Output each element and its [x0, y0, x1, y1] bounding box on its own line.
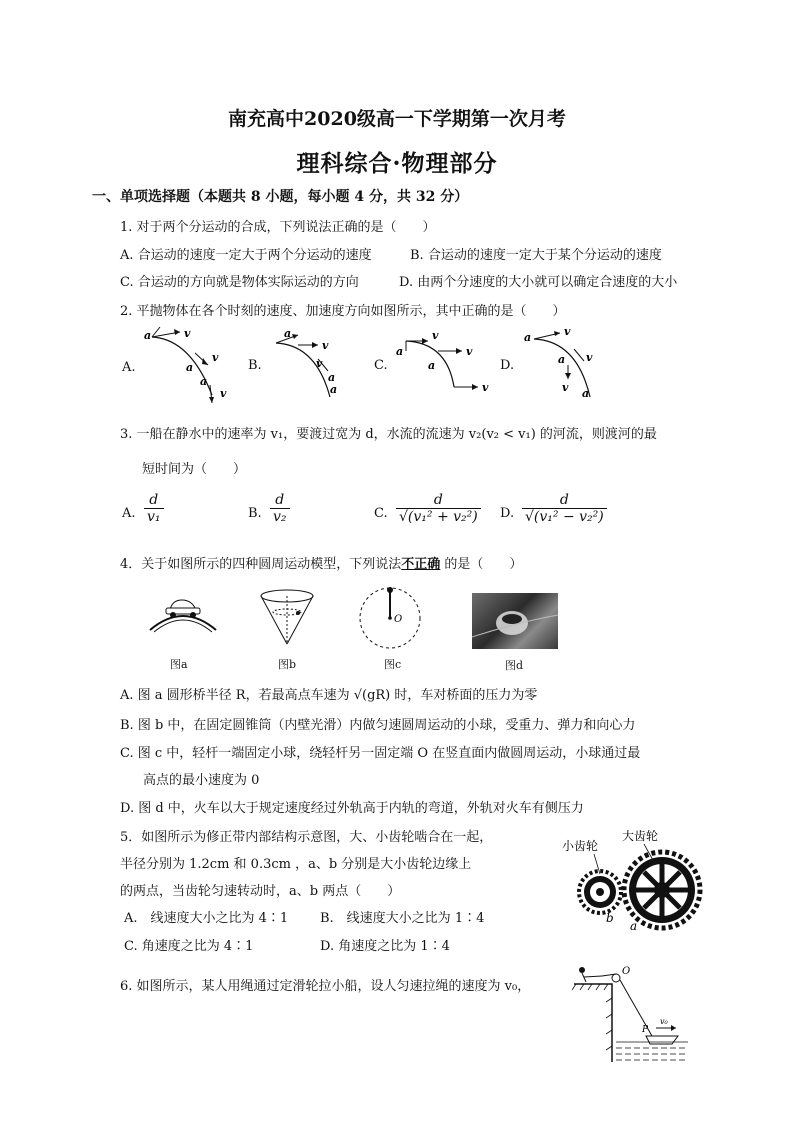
svg-text:a: a [396, 345, 404, 358]
q1-stem: 1. 对于两个分运动的合成，下列说法正确的是（ ） [120, 220, 436, 235]
svg-text:v: v [482, 381, 489, 394]
q4-stem: 4．关于如图所示的四种圆周运动模型，下列说法不正确 的是（ ） [120, 557, 523, 572]
q2-stem: 2. 平抛物体在各个时刻的速度、加速度方向如图所示，其中正确的是（ ） [120, 304, 566, 319]
q3-label-d: D. [500, 506, 515, 521]
q2-figure-d [522, 325, 632, 405]
q4-option-c: C. 图 c 中，轻杆一端固定小球，绕轻杆另一固定端 O 在竖直面内做圆周运动，小球通过最 [120, 746, 641, 761]
q6-stem: 6. 如图所示，某人用绳通过定滑轮拉小船，设人匀速拉绳的速度为 v₀， [120, 979, 531, 994]
point-b-label: b [606, 911, 614, 925]
q4-option-d: D. 图 d 中，火车以大于规定速度经过外轨高于内轨的弯道，外轨对火车有侧压力 [120, 801, 584, 816]
section-heading: 一、单项选择题（本题共 8 小题，每小题 4 分，共 32 分） [92, 189, 469, 205]
q3-option-c: $\frac{d}{\text{√(v₁² + v₂²)}}$ [396, 492, 481, 525]
q2-figure-c [392, 325, 502, 405]
q2a-a: a [144, 329, 152, 342]
q3-option-b: $\frac{d}{\text{v₂}}$ [270, 492, 290, 525]
pulley-o-label: O [622, 966, 631, 977]
q4-figure-d-train-photo [472, 593, 558, 649]
svg-text:a: a [428, 359, 436, 372]
q4-fig-label-d: 图d [505, 659, 524, 672]
point-a-label: a [630, 919, 638, 933]
q5-option-d: D. 角速度之比为 1∶4 [320, 939, 450, 954]
svg-text:a: a [328, 371, 336, 384]
svg-text:a: a [582, 387, 590, 400]
exam-subtitle: 理科综合·物理部分 [296, 150, 498, 177]
q2-label-d: D. [500, 358, 515, 373]
svg-text:v: v [562, 381, 569, 394]
q6-figure [572, 962, 688, 1066]
q1-option-c: C. 合运动的方向就是物体实际运动的方向 [120, 275, 359, 290]
q5-stem-line2: 半径分别为 1.2cm 和 0.3cm ，a、b 分别是大小齿轮边缘上 [120, 857, 472, 872]
q3-stem-cont: 短时间为（ ） [142, 462, 247, 477]
q5-stem-line3: 的两点，当齿轮匀速转动时，a、b 两点（ ） [120, 884, 401, 899]
q1-option-a: A. 合运动的速度一定大于两个分运动的速度 [120, 248, 372, 263]
q3-label-b: B. [248, 506, 262, 521]
q5-option-b: B. 线速度大小之比为 1∶4 [320, 911, 485, 926]
q3-label-a: A. [122, 506, 136, 521]
q4-figure-a [148, 592, 218, 634]
svg-text:a: a [200, 375, 208, 388]
q5-option-c: C. 角速度之比为 4∶1 [124, 939, 254, 954]
exam-title: 南充高中2020级高一下学期第一次月考 [228, 108, 566, 130]
svg-text:v: v [586, 351, 593, 364]
svg-text:a: a [330, 383, 338, 396]
q2-figure-b [268, 325, 368, 405]
v0-label: v₀ [660, 1017, 668, 1026]
svg-text:v: v [564, 325, 571, 338]
q5-option-a: A. 线速度大小之比为 4∶1 [124, 911, 289, 926]
svg-text:v: v [212, 351, 219, 364]
q4-option-a: A. 图 a 圆形桥半径 R，若最高点车速为 √(gR) 时，车对桥面的压力为零 [120, 688, 538, 703]
q3-option-a: $\frac{d}{\text{v₁}}$ [144, 492, 164, 525]
svg-text:a: a [524, 331, 532, 344]
svg-text:v: v [322, 339, 329, 352]
svg-text:v: v [466, 345, 473, 358]
q4-fig-label-b: 图b [278, 658, 297, 671]
point-p-label: P [642, 1025, 649, 1035]
svg-text:a: a [186, 361, 194, 374]
q2-label-c: C. [374, 358, 388, 373]
q2-figure-a [140, 325, 250, 405]
big-gear-label: 大齿轮 [622, 830, 659, 843]
svg-text:v: v [432, 329, 439, 342]
svg-text:a: a [558, 353, 566, 366]
q2-label-b: B. [248, 358, 262, 373]
q4-fig-label-c: 图c [384, 658, 402, 671]
q4-figure-c [356, 584, 424, 652]
q2a-v: v [184, 327, 191, 340]
q4-figure-b [258, 588, 316, 648]
svg-text:a: a [284, 327, 292, 340]
q3-stem: 3. 一船在静水中的速率为 v₁，要渡过宽为 d，水流的流速为 v₂(v₂ < v₁) 的河流，则渡河的最 [120, 427, 657, 442]
q3-label-c: C. [374, 506, 388, 521]
svg-text:v: v [220, 387, 227, 400]
q4c-o: O [394, 614, 403, 625]
q4-fig-label-a: 图a [170, 658, 188, 671]
small-gear-label: 小齿轮 [562, 839, 599, 853]
q1-option-b: B. 合运动的速度一定大于某个分运动的速度 [410, 248, 662, 263]
q5-gear-figure [558, 830, 708, 934]
q2-label-a: A. [122, 360, 136, 375]
q4-option-c-cont: 高点的最小速度为 0 [143, 773, 260, 788]
q4-option-b: B. 图 b 中，在固定圆锥筒（内壁光滑）内做匀速圆周运动的小球，受重力、弹力和向心力 [120, 718, 636, 733]
q3-option-d: $\frac{d}{\text{√(v₁² − v₂²)}}$ [522, 492, 607, 525]
svg-text:v: v [316, 357, 323, 370]
q5-stem-line1: 5．如图所示为修正带内部结构示意图，大、小齿轮啮合在一起， [120, 830, 493, 845]
q1-option-d: D. 由两个分速度的大小就可以确定合速度的大小 [399, 275, 678, 290]
